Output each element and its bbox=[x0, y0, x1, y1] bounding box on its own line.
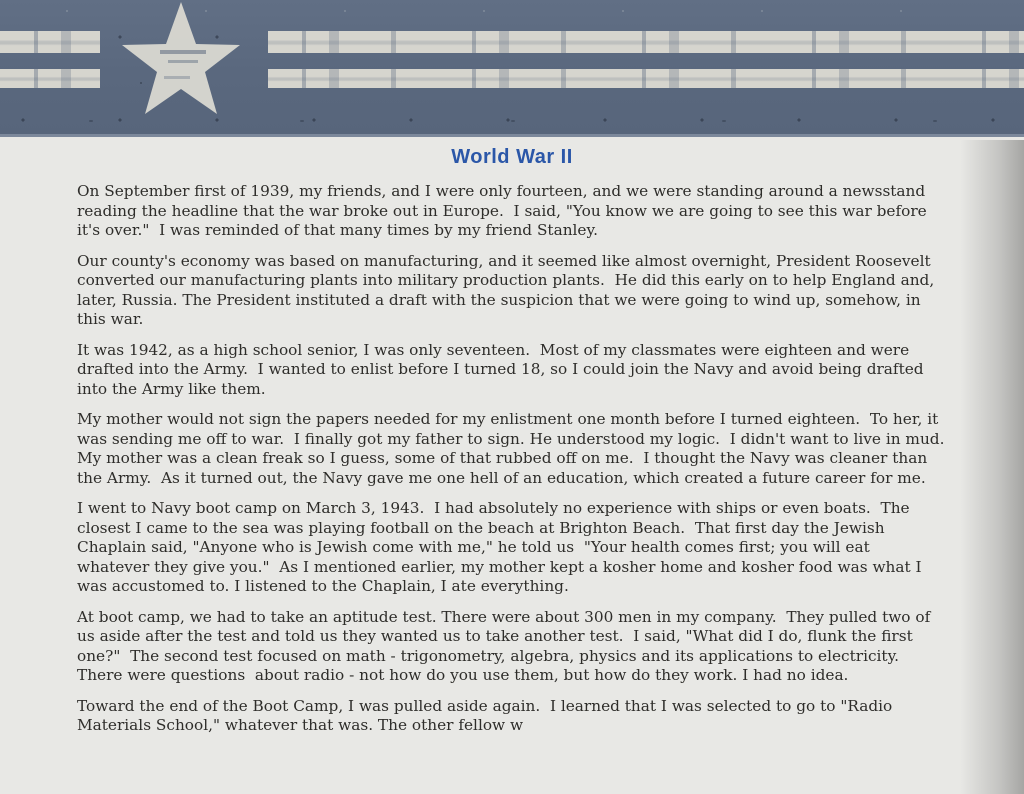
flag-stripe-bottom-right bbox=[268, 69, 1024, 88]
paragraph-7: Toward the end of the Boot Camp, I was pulled aside again. I learned that I was selected to go to "Radio Materials School," whatever that was. The other fellow w bbox=[77, 696, 898, 734]
flag-stripe-bottom-left bbox=[0, 69, 100, 88]
flag-stripe-top-right bbox=[268, 31, 1024, 53]
page-title: World War II bbox=[451, 146, 573, 168]
flag-banner bbox=[0, 0, 1024, 137]
paragraph-6: At boot camp, we had to take an aptitude test. There were about 300 men in my company. They pulled two of us aside after the test and told us they wanted us to take another test. I said, "What did I do, flunk the first one?" The second test focused on math - trigonometry, algebra, physics and its applications to electricity. There were questions about radio - not how do you use them, but how do they work. I had no idea. bbox=[77, 607, 936, 684]
paragraph-2: Our county's economy was based on manufacturing, and it seemed like almost overnight, President Roosevelt converted our manufacturing plants into military production plants. He did this early on to help England and, later, Russia. The President instituted a draft with the suspicion that we were going to wind up, somehow, in this war. bbox=[77, 251, 940, 328]
memoir-text bbox=[0, 169, 1024, 736]
paragraph-5: I went to Navy boot camp on March 3, 1943. I had absolutely no experience with ships or even boats. The closest I came to the sea was playing football on the beach at Brighton Beach. That first day the Jewish Chaplain said, "Anyone who is Jewish come with me," he told us "Your health comes first; you will eat whatever they give you." As I mentioned earlier, my mother kept a kosher home and kosher food was what I was accustomed to. I listened to the Chaplain, I ate everything. bbox=[77, 499, 927, 595]
paragraph-1: On September first of 1939, my friends, and I were only fourteen, and we were standing around a newsstand reading the headline that the war broke out in Europe. I said, "You know we are going to see this war before it's over." I was reminded of that many times by my friend Stanley. bbox=[77, 182, 932, 239]
paragraph-4: My mother would not sign the papers needed for my enlistment one month before I turned eighteen. To her, it was sending me off to war. I finally got my father to sign. He understood my logic. I didn't want to live in mud. My mother was a clean freak so I guess, some of that rubbed off on me. I thought the Navy was cleaner than the Army. As it turned out, the Navy gave me one hell of an education, which created a future career for me. bbox=[77, 410, 955, 487]
star-icon bbox=[116, 0, 246, 118]
flag-stripe-top-left bbox=[0, 31, 100, 53]
paragraph-3: It was 1942, as a high school senior, I was only seventeen. Most of my classmates were eighteen and were drafted into the Army. I wanted to enlist before I turned 18, so I could join the Navy and avoid being drafted into the Army like them. bbox=[77, 340, 929, 398]
